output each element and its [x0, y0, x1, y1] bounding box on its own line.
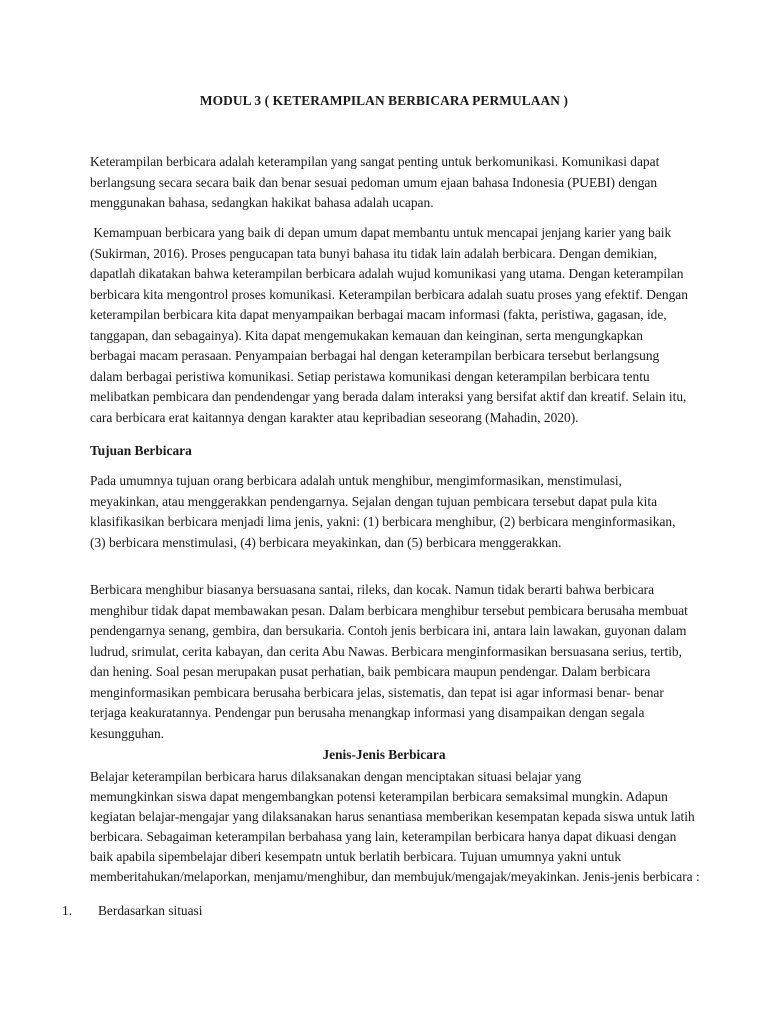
paragraph-intro [90, 152, 690, 214]
page-title: MODUL 3 ( KETERAMPILAN BERBICARA PERMULAAN ) [199, 93, 569, 108]
paragraph-kemampuan [90, 223, 690, 428]
list-item-number: 1. [62, 903, 73, 918]
paragraph-text: Pada umumnya tujuan orang berbicara adalah untuk menghibur, mengimformasikan, menstimulasi, meyakinkan, atau menggerakkan pendengarnya. Sejalan dengan tujuan pembicara tersebut dapat pula kita klasifikasikan berbicara menjadi lima jenis, yakni: (1) berbicara menghibur, (2) berbicara menginformasikan, (3) berbicara menstimulasi, (4) berbicara meyakinkan, dan (5) berbicara menggerakkan. [90, 473, 676, 550]
paragraph-text: Kemampuan berbicara yang baik di depan umum dapat membantu untuk mencapai jenjang karier yang baik (Sukirman, 2016). Proses pengucapan tata bunyi bahasa itu tidak lain adalah berbicara. Dengan demikian, dapatlah dikatakan bahwa keterampilan berbicara adalah wujud komunikasi yang utama. Dengan keterampilan berbicara kita mengontrol proses komunikasi. Keterampilan berbicara adalah suatu proses yang efektif. Dengan keterampilan berbicara kita dapat menyampaikan berbagai macam informasi (fakta, peristiwa, gagasan, ide, tanggapan, dan sebagainya). Kita dapat mengemukakan kemauan dan keinginan, serta mengungkapkan berbagai macam perasaan. Penyampaian berbagai hal dengan keterampilan berbicara tersebut berlangsung dalam berbagai peristiwa komunikasi. Setiap peristawa komunikasi dengan keterampilan berbicara tentu melibatkan pembicara dan pendendengar yang berada dalam interaksi yang bersifat aktif dan kreatif. Selain itu, cara berbicara erat kaitannya dengan karakter atau kepribadian seseorang (Mahadin, 2020). [90, 225, 692, 425]
paragraph-text: Keterampilan berbicara adalah keterampilan yang sangat penting untuk berkomunikasi. Komunikasi dapat berlangsung secara secara baik dan benar sesuai pedoman umum ejaan bahasa Indonesia (PUEBI) dengan menggunakan bahasa, sedangkan hakikat bahasa adalah ucapan. [90, 154, 660, 210]
list-item [62, 903, 203, 919]
paragraph-text: Berbicara menghibur biasanya bersuasana santai, rileks, dan kocak. Namun tidak berarti bahwa berbicara menghibur tidak dapat membawakan pesan. Dalam berbicara menghibur tersebut pembicara berusaha membuat pendengarnya senang, gembira, dan bersukaria. Contoh jenis berbicara ini, antara lain lawakan, guyonan dalam ludrud, srimulat, cerita kabayan, dan cerita Abu Nawas. Berbicara menginformasikan bersuasana serius, tertib, dan hening. Soal pesan merupakan pusat perhatian, baik pembicara maupun pendengar. Dalam berbicara menginformasikan pembicara berusaha berbicara jelas, sistematis, dan tepat isi agar informasi benar- benar terjaga keakuratannya. Pendengar pun berusaha menangkap informasi yang disampaikan dengan segala kesungguhan. [90, 582, 688, 741]
paragraph-menghibur [90, 580, 690, 744]
paragraph-rest: memungkinkan siswa dapat mengembangkan potensi keterampilan berbicara semaksimal mungkin. Adapun kegiatan belajar-mengajar yang dilaksanakan harus senantiasa memberikan kesempatan kepada siswa untuk latih berbicara. Sebagaiman keterampilan berbahasa yang lain, keterampilan berbicara hanya dapat dikuasi dengan baik apabila sipembelajar diberi kesempatn untuk berlatih berbicara. Tujuan umumnya yakni untuk memberitahukan/melaporkan, menjamu/menghibur, dan membujuk/mengajak/meyakinkan. Jenis-jenis berbicara : [90, 789, 700, 884]
paragraph-first-line: Belajar keterampilan berbicara harus dilaksanakan dengan menciptakan situasi belajar yang [90, 769, 582, 784]
list-item-text: Berdasarkan situasi [98, 903, 203, 918]
section-heading-jenis: Jenis-Jenis Berbicara [322, 747, 446, 762]
section-heading-tujuan: Tujuan Berbicara [90, 443, 192, 458]
paragraph-belajar [90, 767, 700, 887]
paragraph-tujuan [90, 471, 690, 553]
